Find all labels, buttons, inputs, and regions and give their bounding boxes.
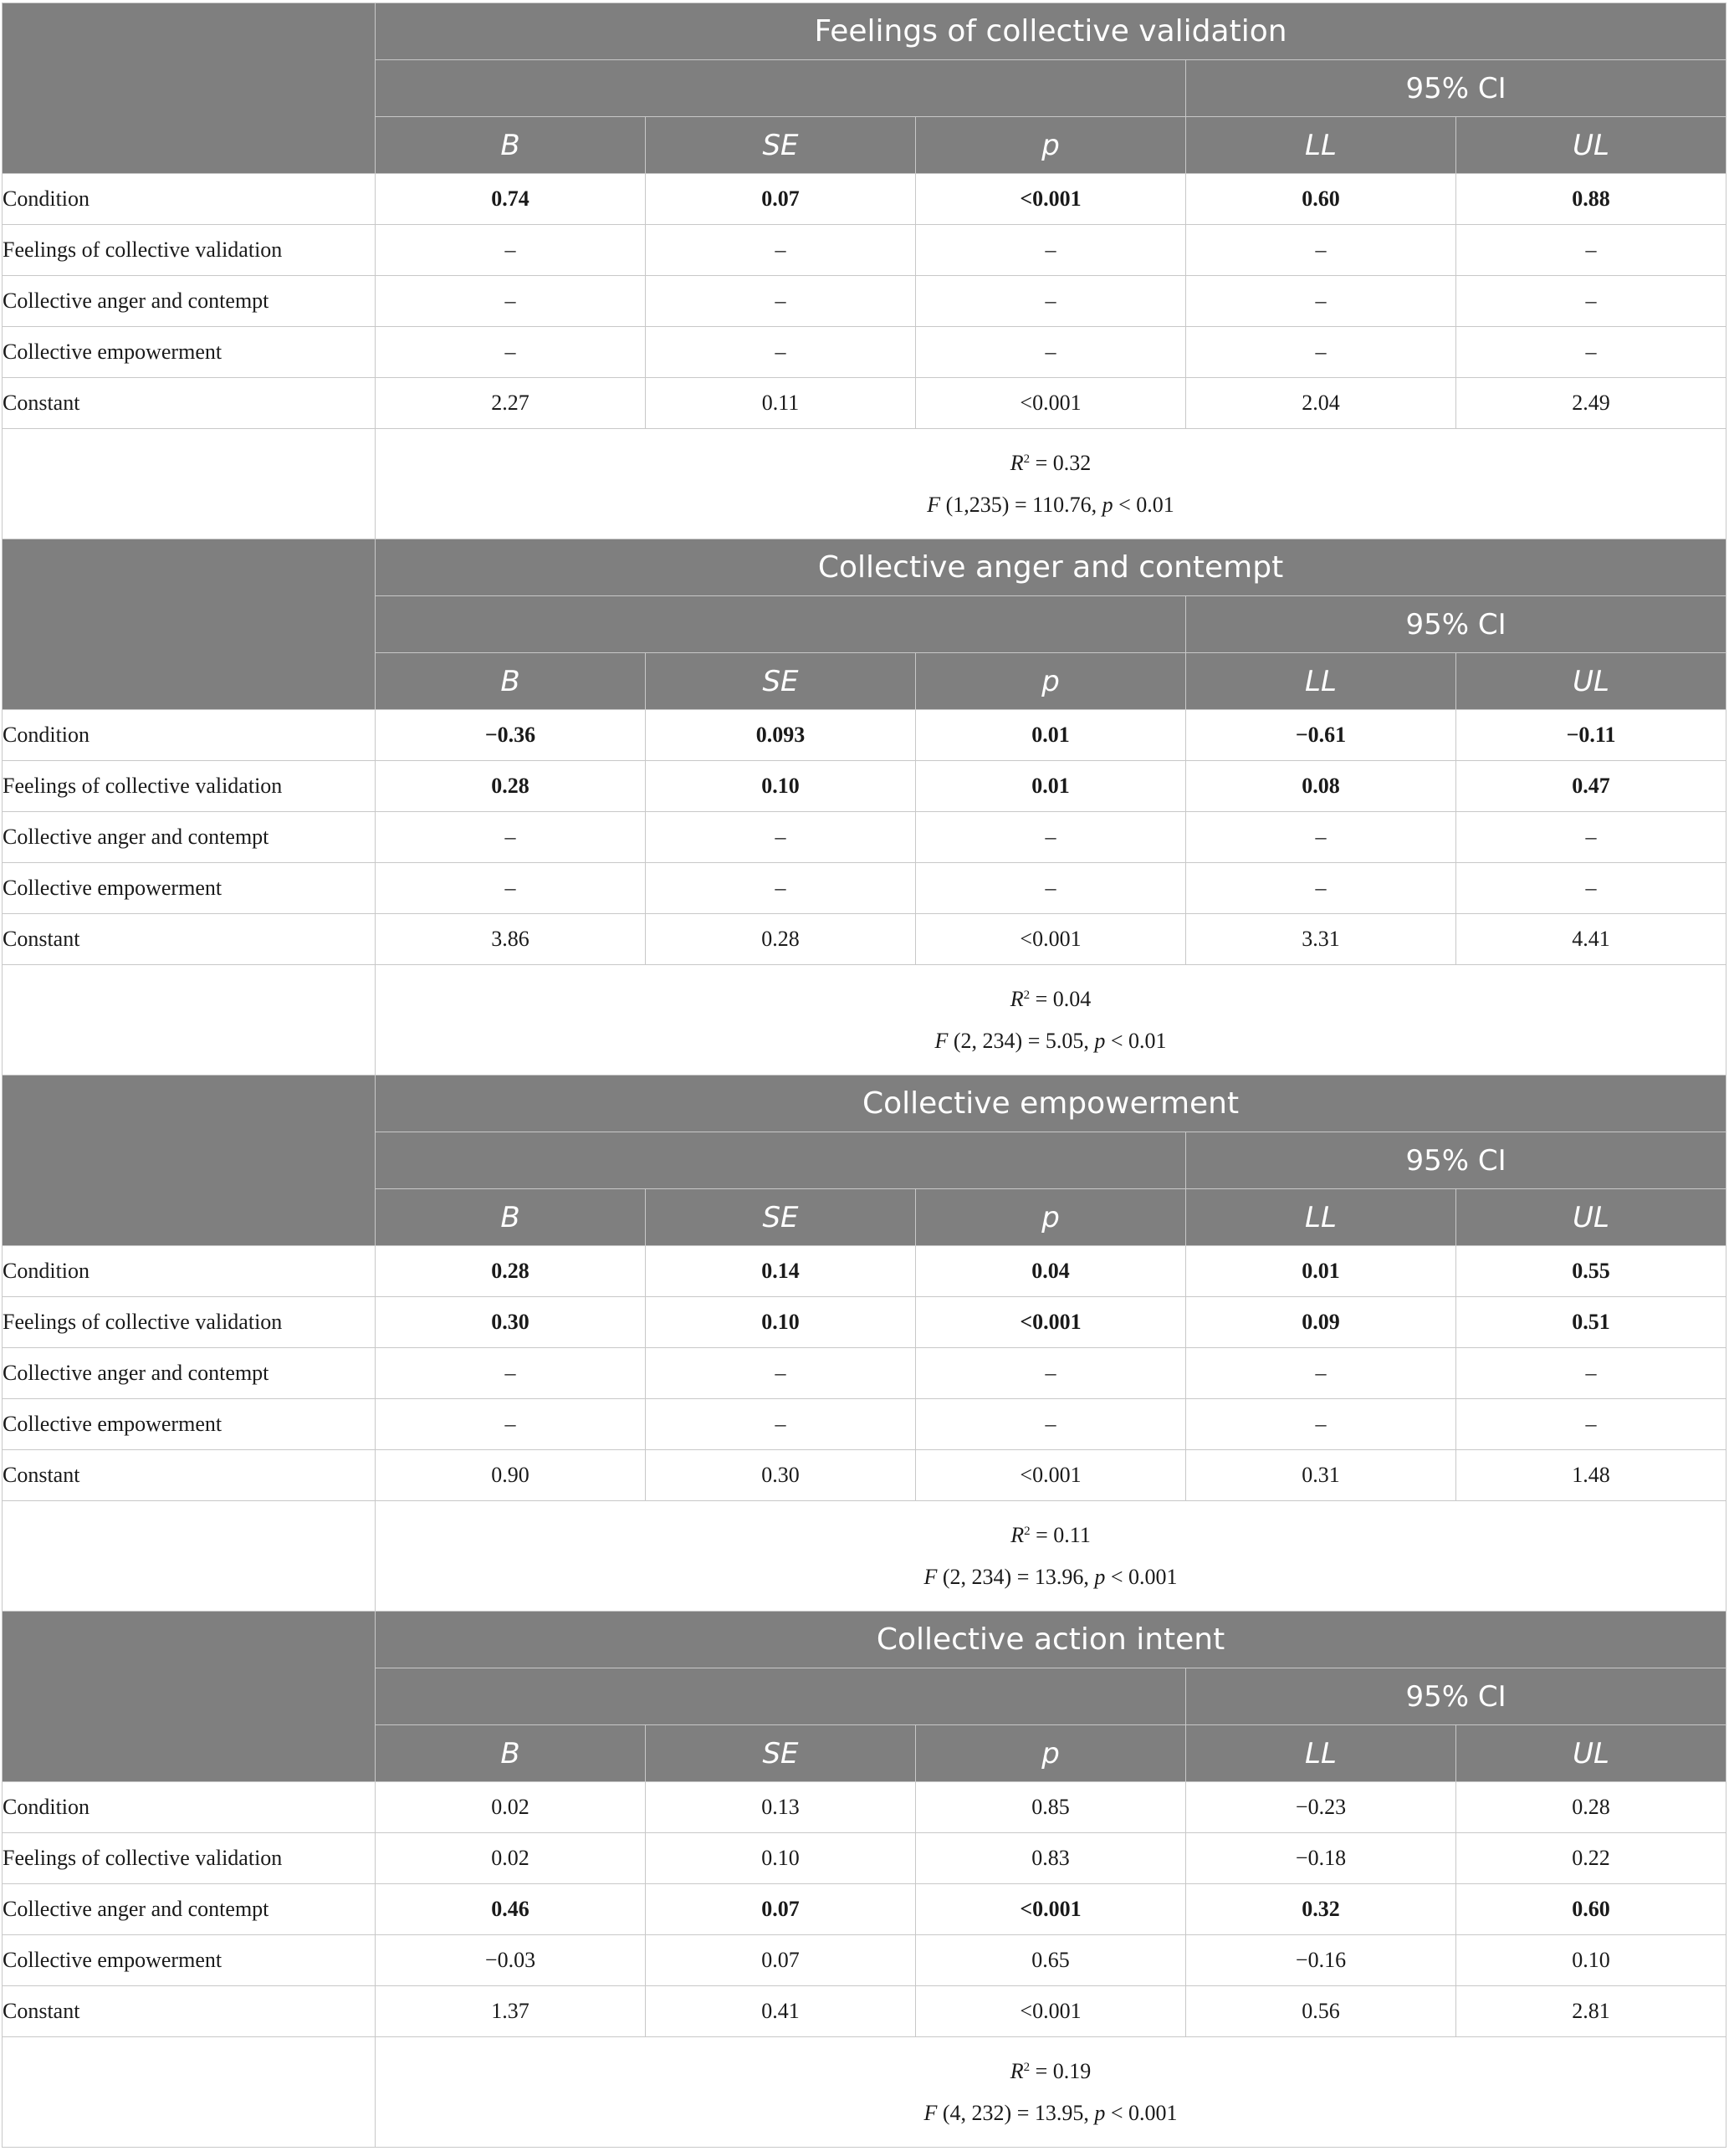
value-ll: −0.16 [1186, 1935, 1456, 1986]
value-ll: 0.08 [1186, 761, 1456, 812]
model-fit-stats [376, 429, 1726, 539]
value-ul: 1.48 [1456, 1450, 1726, 1501]
value-ul: – [1456, 327, 1726, 378]
row-label: Constant [3, 1986, 376, 2037]
value-ll: 0.09 [1186, 1297, 1456, 1348]
row-label: Condition [3, 1246, 376, 1297]
f-statistic: (4, 232) = 13.95, [937, 2100, 1095, 2125]
value-ll: 0.56 [1186, 1986, 1456, 2037]
row-label: Collective empowerment [3, 1399, 376, 1450]
row-label: Constant [3, 378, 376, 429]
value-p: <0.001 [916, 378, 1186, 429]
table-row [3, 1246, 1726, 1297]
table-row [3, 327, 1726, 378]
value-ul: 2.81 [1456, 1986, 1726, 2037]
column-header-p: p [916, 117, 1186, 174]
f-test-line [376, 2092, 1726, 2134]
f-test-line [376, 1020, 1726, 1062]
value-ul: 0.47 [1456, 761, 1726, 812]
column-header-b: B [376, 117, 646, 174]
value-se: 0.11 [646, 378, 916, 429]
table-row [3, 761, 1726, 812]
value-b: – [376, 863, 646, 914]
value-se: 0.07 [646, 1935, 916, 1986]
block-title: Collective empowerment [376, 1075, 1726, 1132]
value-se: – [646, 863, 916, 914]
value-ul: 2.49 [1456, 378, 1726, 429]
block-title: Collective action intent [376, 1612, 1726, 1668]
value-p: 0.83 [916, 1833, 1186, 1884]
model-fit-blank [3, 429, 376, 539]
f-statistic: (1,235) = 110.76, [940, 492, 1102, 517]
value-ll: 3.31 [1186, 914, 1456, 965]
value-se: 0.07 [646, 174, 916, 225]
table-body [3, 3, 1726, 2148]
value-p: – [916, 327, 1186, 378]
table-row [3, 812, 1726, 863]
row-label: Collective anger and contempt [3, 1884, 376, 1935]
value-b: – [376, 225, 646, 276]
row-label: Condition [3, 1782, 376, 1833]
value-ll: −0.23 [1186, 1782, 1456, 1833]
value-b: 0.46 [376, 1884, 646, 1935]
value-ll: 0.60 [1186, 174, 1456, 225]
row-label: Collective anger and contempt [3, 812, 376, 863]
regression-results-table [2, 3, 1726, 2148]
r-squared-line [376, 978, 1726, 1020]
value-ll: 0.32 [1186, 1884, 1456, 1935]
value-ul: – [1456, 1399, 1726, 1450]
f-symbol: F [934, 1028, 949, 1053]
value-p: <0.001 [916, 174, 1186, 225]
table-row [3, 174, 1726, 225]
row-label: Collective empowerment [3, 327, 376, 378]
table-row [3, 1399, 1726, 1450]
value-p: 0.85 [916, 1782, 1186, 1833]
header-blank-cell [3, 3, 376, 174]
table-row [3, 276, 1726, 327]
p-symbol: p [1094, 2100, 1106, 2125]
value-se: 0.13 [646, 1782, 916, 1833]
value-b: 2.27 [376, 378, 646, 429]
value-b: 0.02 [376, 1782, 646, 1833]
value-se: – [646, 1348, 916, 1399]
table-row [3, 225, 1726, 276]
value-ll: – [1186, 225, 1456, 276]
value-b: 0.90 [376, 1450, 646, 1501]
row-label: Collective anger and contempt [3, 276, 376, 327]
value-ll: 2.04 [1186, 378, 1456, 429]
block-title-row [3, 1612, 1726, 1668]
value-se: 0.07 [646, 1884, 916, 1935]
f-symbol: F [923, 2100, 938, 2125]
column-header-b: B [376, 1189, 646, 1246]
column-header-se: SE [646, 117, 916, 174]
p-statistic: < 0.001 [1105, 1564, 1178, 1589]
value-b: – [376, 327, 646, 378]
table-row [3, 1884, 1726, 1935]
value-b: 0.28 [376, 1246, 646, 1297]
header-blank-cell [3, 539, 376, 710]
p-statistic: < 0.01 [1113, 492, 1174, 517]
table-row [3, 378, 1726, 429]
value-ll: −0.61 [1186, 710, 1456, 761]
value-p: <0.001 [916, 914, 1186, 965]
value-ul: 0.55 [1456, 1246, 1726, 1297]
value-ll: 0.01 [1186, 1246, 1456, 1297]
value-ll: – [1186, 863, 1456, 914]
row-label: Collective anger and contempt [3, 1348, 376, 1399]
value-b: 0.02 [376, 1833, 646, 1884]
column-header-ll: LL [1186, 117, 1456, 174]
table-row [3, 1450, 1726, 1501]
squared-superscript: 2 [1023, 988, 1031, 1002]
value-ul: 4.41 [1456, 914, 1726, 965]
r-symbol: R [1010, 450, 1024, 475]
value-ul: 0.51 [1456, 1297, 1726, 1348]
value-se: 0.28 [646, 914, 916, 965]
value-p: – [916, 1348, 1186, 1399]
model-fit-row [3, 965, 1726, 1075]
p-statistic: < 0.001 [1105, 2100, 1178, 2125]
column-header-ul: UL [1456, 117, 1726, 174]
table-row [3, 1782, 1726, 1833]
value-b: 3.86 [376, 914, 646, 965]
row-label: Condition [3, 174, 376, 225]
value-b: – [376, 812, 646, 863]
ci-header-spacer [376, 60, 1186, 117]
value-p: – [916, 225, 1186, 276]
table-row [3, 914, 1726, 965]
value-p: <0.001 [916, 1297, 1186, 1348]
r-squared-value: = 0.32 [1030, 450, 1092, 475]
column-header-b: B [376, 653, 646, 710]
row-label: Feelings of collective validation [3, 1833, 376, 1884]
table-row [3, 710, 1726, 761]
table-row [3, 1833, 1726, 1884]
table-row [3, 1986, 1726, 2037]
column-header-ul: UL [1456, 1189, 1726, 1246]
model-fit-stats [376, 2037, 1726, 2148]
row-label: Feelings of collective validation [3, 1297, 376, 1348]
value-p: <0.001 [916, 1986, 1186, 2037]
value-ul: 0.88 [1456, 174, 1726, 225]
p-symbol: p [1094, 1564, 1106, 1589]
value-b: 0.28 [376, 761, 646, 812]
value-p: 0.01 [916, 761, 1186, 812]
value-p: 0.04 [916, 1246, 1186, 1297]
row-label: Collective empowerment [3, 1935, 376, 1986]
model-fit-row [3, 1501, 1726, 1612]
model-fit-row [3, 2037, 1726, 2148]
ci-header-spacer [376, 1668, 1186, 1725]
value-se: 0.10 [646, 1297, 916, 1348]
value-p: 0.65 [916, 1935, 1186, 1986]
value-ll: 0.31 [1186, 1450, 1456, 1501]
value-ul: −0.11 [1456, 710, 1726, 761]
block-title: Feelings of collective validation [376, 3, 1726, 60]
table-row [3, 1297, 1726, 1348]
value-ll: – [1186, 812, 1456, 863]
value-b: −0.36 [376, 710, 646, 761]
value-se: 0.10 [646, 761, 916, 812]
ci-header: 95% CI [1186, 1132, 1726, 1189]
ci-header: 95% CI [1186, 60, 1726, 117]
ci-header-spacer [376, 596, 1186, 653]
value-se: 0.093 [646, 710, 916, 761]
value-p: – [916, 812, 1186, 863]
p-symbol: p [1094, 1028, 1106, 1053]
f-test-line [376, 484, 1726, 526]
r-squared-line [376, 1515, 1726, 1556]
r-squared-line [376, 442, 1726, 484]
r-symbol: R [1010, 2058, 1024, 2083]
value-se: – [646, 812, 916, 863]
header-blank-cell [3, 1075, 376, 1246]
value-ul: – [1456, 225, 1726, 276]
value-p: 0.01 [916, 710, 1186, 761]
value-ll: – [1186, 1348, 1456, 1399]
block-title-row [3, 3, 1726, 60]
row-label: Feelings of collective validation [3, 225, 376, 276]
model-fit-blank [3, 965, 376, 1075]
ci-header: 95% CI [1186, 1668, 1726, 1725]
value-ul: – [1456, 1348, 1726, 1399]
column-header-se: SE [646, 653, 916, 710]
value-b: – [376, 276, 646, 327]
column-header-se: SE [646, 1725, 916, 1782]
p-symbol: p [1102, 492, 1113, 517]
value-ll: – [1186, 327, 1456, 378]
value-p: – [916, 863, 1186, 914]
r-squared-value: = 0.04 [1030, 986, 1092, 1011]
value-b: – [376, 1348, 646, 1399]
table-row [3, 1935, 1726, 1986]
squared-superscript: 2 [1024, 1524, 1031, 1538]
f-statistic: (2, 234) = 13.96, [937, 1564, 1095, 1589]
f-symbol: F [927, 492, 941, 517]
value-ul: 0.22 [1456, 1833, 1726, 1884]
value-se: – [646, 225, 916, 276]
value-ul: 0.28 [1456, 1782, 1726, 1833]
value-b: 1.37 [376, 1986, 646, 2037]
value-se: – [646, 1399, 916, 1450]
column-header-p: p [916, 653, 1186, 710]
column-header-ll: LL [1186, 1189, 1456, 1246]
value-se: 0.10 [646, 1833, 916, 1884]
value-p: <0.001 [916, 1884, 1186, 1935]
row-label: Collective empowerment [3, 863, 376, 914]
column-header-ul: UL [1456, 1725, 1726, 1782]
model-fit-blank [3, 1501, 376, 1612]
value-se: 0.30 [646, 1450, 916, 1501]
value-ul: – [1456, 863, 1726, 914]
value-ul: – [1456, 812, 1726, 863]
r-squared-value: = 0.11 [1030, 1522, 1091, 1547]
f-test-line [376, 1556, 1726, 1598]
model-fit-blank [3, 2037, 376, 2148]
column-header-p: p [916, 1725, 1186, 1782]
value-se: – [646, 276, 916, 327]
table-row [3, 1348, 1726, 1399]
f-symbol: F [923, 1564, 938, 1589]
model-fit-stats [376, 1501, 1726, 1612]
squared-superscript: 2 [1023, 452, 1031, 466]
value-b: 0.30 [376, 1297, 646, 1348]
value-ul: – [1456, 276, 1726, 327]
value-se: – [646, 327, 916, 378]
r-symbol: R [1010, 1522, 1025, 1547]
block-title-row [3, 1075, 1726, 1132]
value-p: – [916, 1399, 1186, 1450]
row-label: Constant [3, 914, 376, 965]
value-se: 0.41 [646, 1986, 916, 2037]
row-label: Feelings of collective validation [3, 761, 376, 812]
f-statistic: (2, 234) = 5.05, [948, 1028, 1095, 1053]
table-row [3, 863, 1726, 914]
column-header-ll: LL [1186, 1725, 1456, 1782]
ci-header-spacer [376, 1132, 1186, 1189]
r-symbol: R [1010, 986, 1024, 1011]
r-squared-value: = 0.19 [1030, 2058, 1092, 2083]
value-ul: 0.10 [1456, 1935, 1726, 1986]
value-p: <0.001 [916, 1450, 1186, 1501]
model-fit-row [3, 429, 1726, 539]
squared-superscript: 2 [1023, 2060, 1031, 2074]
value-p: – [916, 276, 1186, 327]
p-statistic: < 0.01 [1105, 1028, 1167, 1053]
block-title-row [3, 539, 1726, 596]
value-ll: – [1186, 1399, 1456, 1450]
ci-header: 95% CI [1186, 596, 1726, 653]
value-b: −0.03 [376, 1935, 646, 1986]
value-ll: −0.18 [1186, 1833, 1456, 1884]
value-ul: 0.60 [1456, 1884, 1726, 1935]
column-header-ul: UL [1456, 653, 1726, 710]
value-b: 0.74 [376, 174, 646, 225]
column-header-se: SE [646, 1189, 916, 1246]
block-title: Collective anger and contempt [376, 539, 1726, 596]
r-squared-line [376, 2051, 1726, 2092]
column-header-p: p [916, 1189, 1186, 1246]
row-label: Constant [3, 1450, 376, 1501]
column-header-b: B [376, 1725, 646, 1782]
model-fit-stats [376, 965, 1726, 1075]
header-blank-cell [3, 1612, 376, 1782]
value-b: – [376, 1399, 646, 1450]
value-ll: – [1186, 276, 1456, 327]
row-label: Condition [3, 710, 376, 761]
value-se: 0.14 [646, 1246, 916, 1297]
column-header-ll: LL [1186, 653, 1456, 710]
